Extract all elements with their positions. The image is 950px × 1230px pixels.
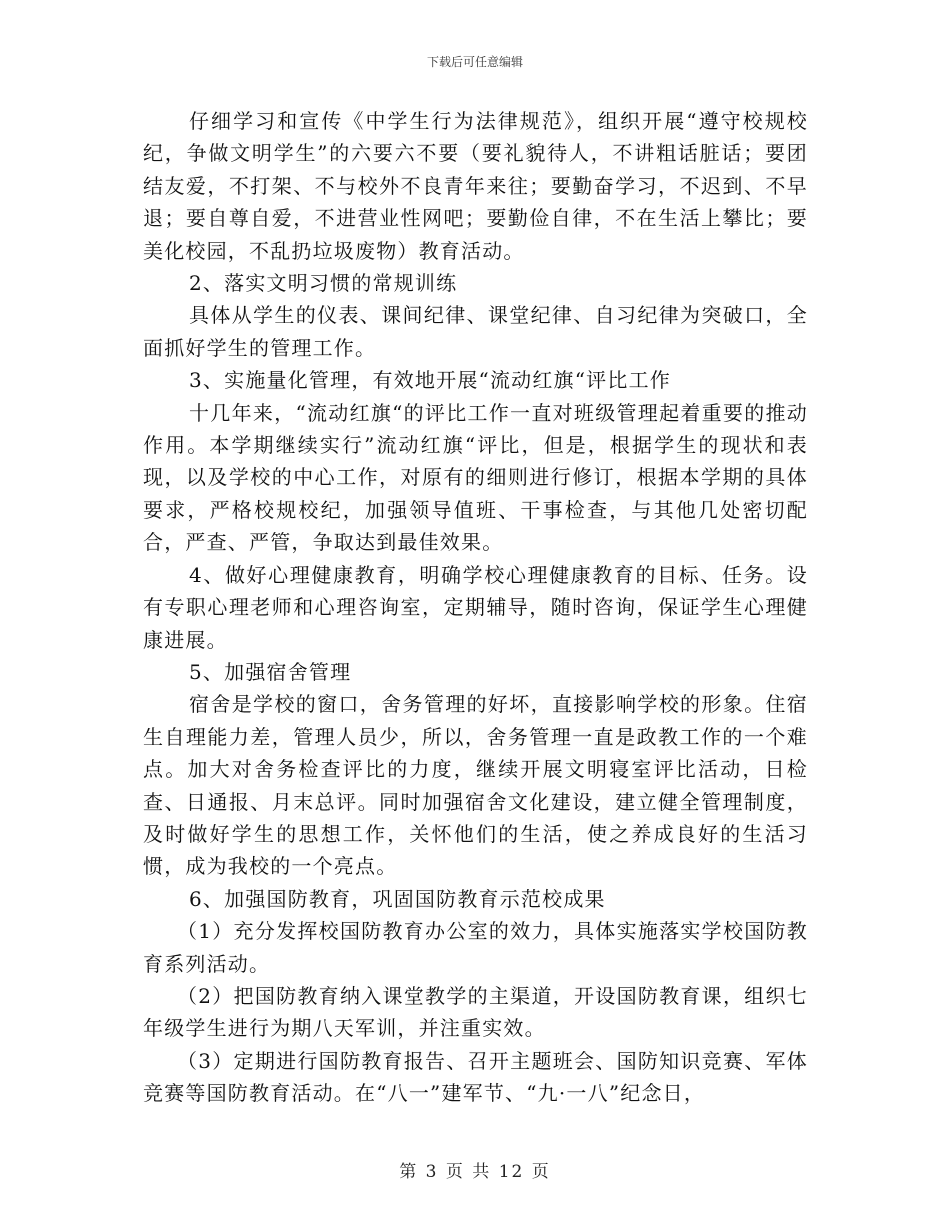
page-header-note: 下载后可任意编辑: [426, 55, 523, 69]
paragraph-discipline-focus: 具体从学生的仪表、课间纪律、课堂纪律、自习纪律为突破口，全面抓好学生的管理工作。: [143, 303, 808, 360]
document-body: [143, 105, 808, 1110]
paragraph-dormitory-details: 宿舍是学校的窗口，舍务管理的好坏，直接影响学校的形象。住宿生自理能力差，管理人员少，所以，舍务管理一直是政教工作的一个难点。加大对舍务检查评比的力度，继续开展文明寝室评比活动，日检查、日通报、月末总评。同时加强宿舍文化建设，建立健全管理制度，及时做好学生的思想工作，关怀他们的生活，使之养成良好的生活习惯，成为我校的一个亮点。: [143, 692, 808, 879]
paragraph-code-of-conduct: 仔细学习和宣传《中学生行为法律规范》，组织开展“遵守校规校纪，争做文明学生”的六要六不要（要礼貌待人，不讲粗话脏话；要团结友爱，不打架、不与校外不良青年来往；要勤奋学习，不迟到、不早退；要自尊自爱，不进营业性网吧；要勤俭自律，不在生活上攀比；要美化校园，不乱扔垃圾废物）教育活动。: [143, 109, 808, 263]
page-number-footer: 第 3 页 共 12 页: [399, 1162, 551, 1182]
heading-quantified-management: 3、实施量化管理，有效地开展“流动红旗“评比工作: [189, 368, 671, 393]
heading-civilized-habits: 2、落实文明习惯的常规训练: [189, 271, 458, 296]
paragraph-red-flag-evaluation: 十几年来，“流动红旗“的评比工作一直对班级管理起着重要的推动作用。本学期继续实行”流动红旗“评比，但是，根据学生的现状和表现，以及学校的中心工作，对原有的细则进行修订，根据本学期的具体要求，严格校规校纪，加强领导值班、干事检查，与其他几处密切配合，严查、严管，争取达到最佳效果。: [143, 400, 808, 555]
paragraph-mental-health: 4、做好心理健康教育，明确学校心理健康教育的目标、任务。设有专职心理老师和心理咨询室，定期辅导，随时咨询，保证学生心理健康进展。: [143, 562, 808, 652]
heading-national-defense: 6、加强国防教育，巩固国防教育示范校成果: [189, 886, 606, 911]
list-item-defense-activities: （3）定期进行国防教育报告、召开主题班会、国防知识竞赛、军体竞赛等国防教育活动。在“八一”建军节、“九·一八”纪念日，: [143, 1048, 808, 1106]
list-item-defense-office: （1）充分发挥校国防教育办公室的效力，具体实施落实学校国防教育系列活动。: [143, 919, 808, 976]
heading-dormitory-management: 5、加强宿舍管理: [189, 659, 352, 684]
list-item-defense-course: （2）把国防教育纳入课堂教学的主渠道，开设国防教育课，组织七年级学生进行为期八天军训，并注重实效。: [143, 983, 808, 1041]
